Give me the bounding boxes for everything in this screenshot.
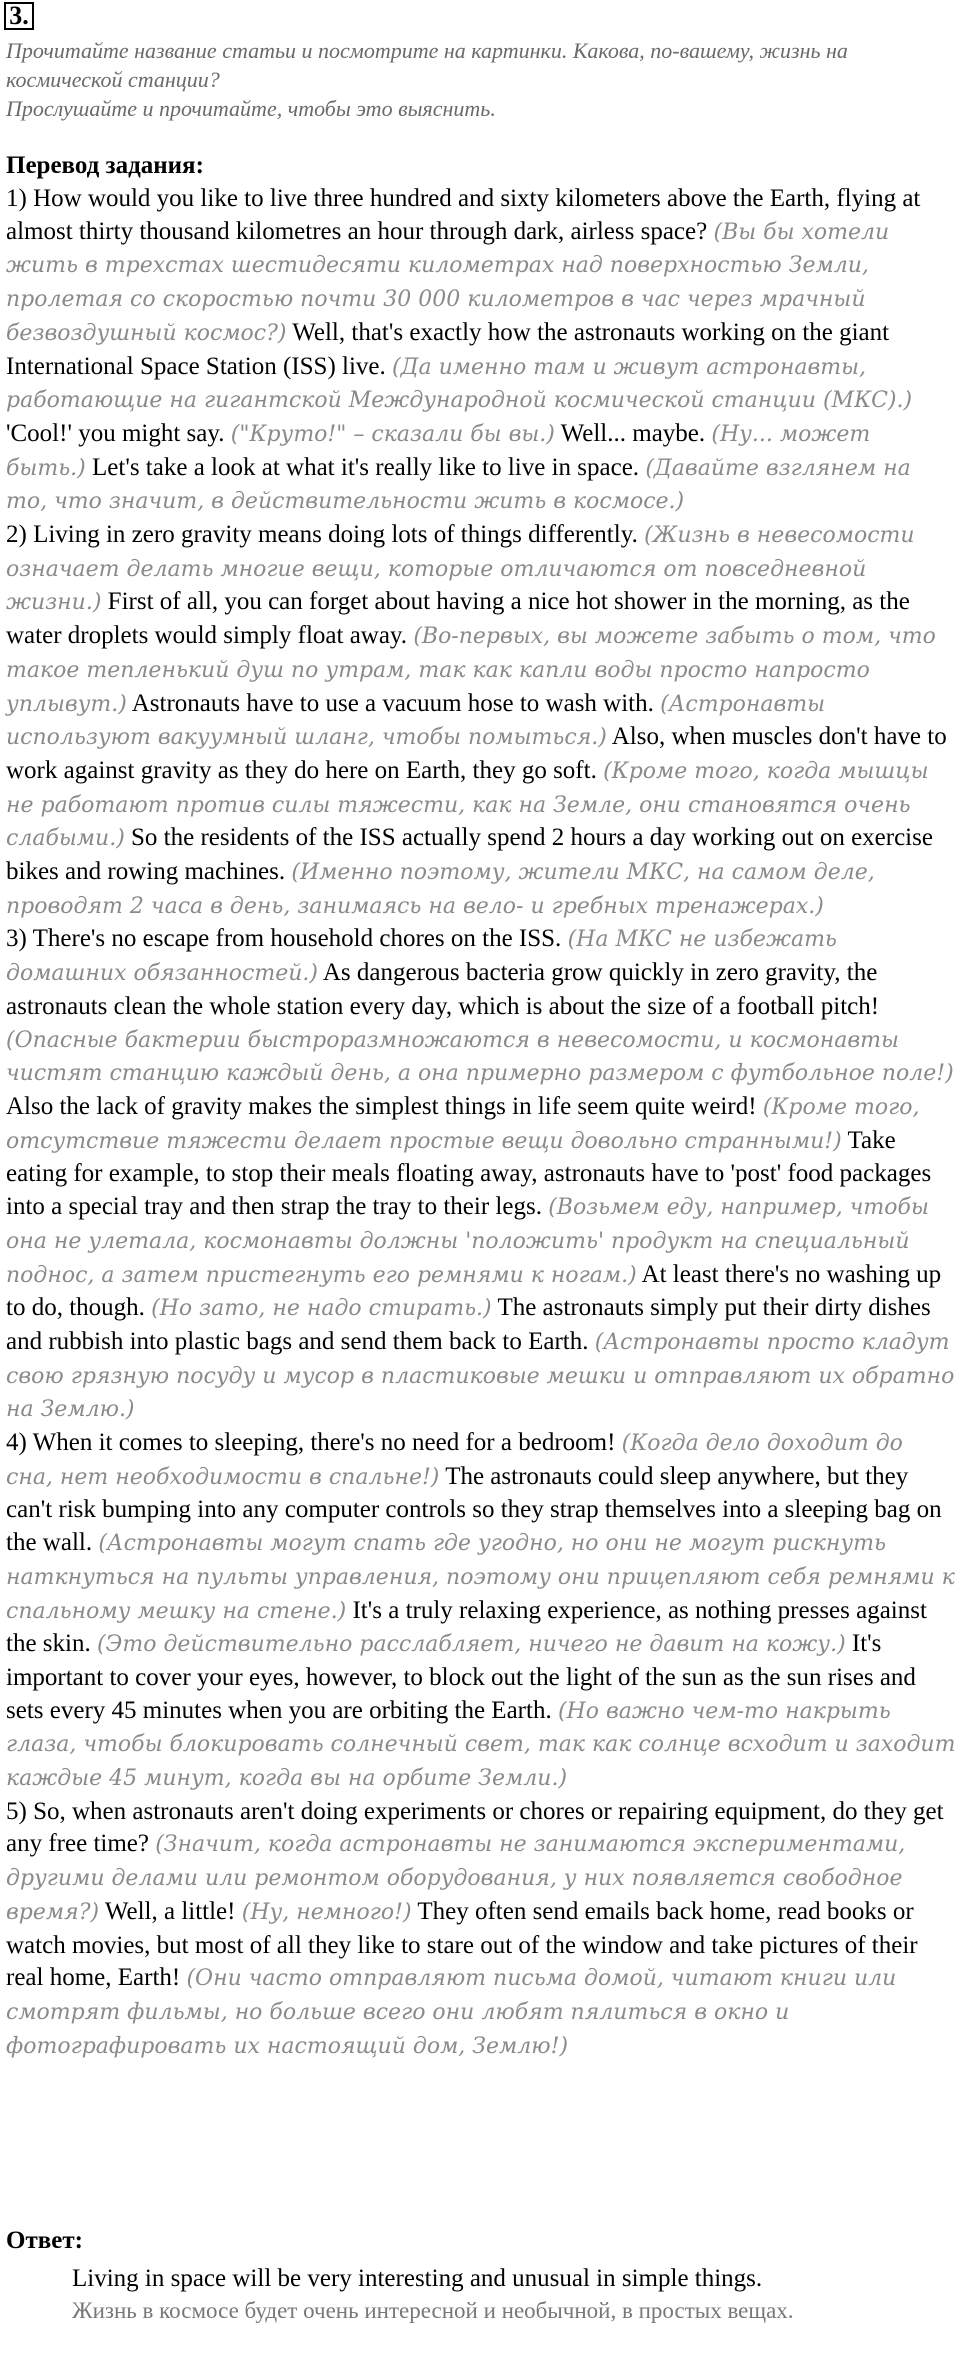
instruction-line: Прослушайте и прочитайте, чтобы это выяснить. — [6, 96, 496, 121]
paragraph-4 — [6, 1427, 956, 1796]
english-text: The astronauts simply put their dirty dishes and rubbish into plastic bags and send them back to Earth. — [6, 1294, 931, 1355]
russian-translation: (Значит, когда астронавты не занимаются экспериментами, другими делами или ремонтом оборудования, у них появляется свободное время?) — [6, 1832, 906, 1925]
english-text: 3) There's no escape from household chores on the ISS. — [6, 925, 568, 953]
english-text: At least there's no washing up to do, though. — [6, 1260, 942, 1322]
paragraph-2 — [6, 519, 956, 923]
paragraph-5 — [6, 1796, 956, 2064]
russian-translation: (Да именно там и живут астронавты, работающие на гигантской Международной космической станции (МКС).) — [6, 354, 913, 414]
russian-translation: (Астронавты используют вакуумный шланг, чтобы помыться.) — [6, 691, 826, 751]
english-text: It's important to cover your eyes, however, to block out the light of the sun as the sun rises and sets every 45 minutes when you are orbiting the Earth. — [6, 1630, 916, 1724]
answer-heading: Ответ: — [6, 2227, 83, 2254]
answer-block — [72, 2262, 952, 2325]
task-number-box: 3. — [4, 2, 34, 30]
translation-text — [6, 183, 956, 2063]
russian-translation: (Ну... может быть.) — [6, 421, 871, 481]
english-text: Well, that's exactly how the astronauts working on the giant International Space Station (ISS) live. — [6, 318, 890, 380]
russian-translation: (Кроме того, когда мышцы не работают против силы тяжести, как на Земле, они становятся очень слабыми.) — [6, 758, 929, 852]
russian-translation: (Они часто отправляют письма домой, читают книги или смотрят фильмы, но больше всего они любят пялиться в окно и фотографировать их настоящий дом, Землю!) — [6, 1966, 897, 2059]
russian-translation: (Но зато, не надо стирать.) — [151, 1296, 492, 1322]
english-text: So the residents of the ISS actually spend 2 hours a day working out on exercise bikes and rowing machines. — [6, 824, 933, 886]
russian-translation: (Во-первых, вы можете забыть о том, что такое тепленький душ по утрам, так как капли воды просто напросто уплывут.) — [6, 624, 936, 717]
english-text: Also, when muscles don't have to work against gravity as they do here on Earth, they go soft. — [6, 723, 947, 784]
english-text: Astronauts have to use a vacuum hose to wash with. — [126, 689, 661, 717]
english-text: First of all, you can forget about having a nice hot shower in the morning, as the water droplets would simply float away. — [6, 588, 910, 650]
english-text: 5) So, when astronauts aren't doing experiments or chores or repairing equipment, do they get any free time? — [6, 1797, 944, 1858]
russian-translation: (На МКС не избежать домашних обязанностей.) — [6, 927, 837, 987]
russian-translation: (Возьмем еду, например, чтобы она не улетала, космонавты должны 'положить' продукт на специальный поднос, а затем пристегнуть его ремнями к ногам.) — [6, 1195, 929, 1288]
russian-translation: ("Круто!" – сказали бы вы.) — [230, 421, 555, 447]
russian-translation: (Когда дело доходит до сна, нет необходимости в спальне!) — [6, 1431, 903, 1490]
russian-translation: (Астронавты просто кладут свою грязную посуду и мусор в пластиковые мешки и отправляют их обратно на Землю.) — [6, 1329, 955, 1423]
english-text: They often send emails back home, read books or watch movies, but most of all they like to stare out of the window and take pictures of their real home, Earth! — [6, 1897, 918, 1992]
english-text: 1) How would you like to live three hundred and sixty kilometers above the Earth, flying at almost thirty thousand kilometres an hour through dark, airless space? — [6, 185, 921, 245]
english-text: 2) Living in zero gravity means doing lots of things differently. — [6, 521, 645, 549]
russian-translation: (Опасные бактерии быстроразмножаются в невесомости, и космонавты чистят станцию каждый день, а она примерно размером с футбольное поле!) — [6, 1027, 954, 1087]
russian-translation: (Кроме того, отсутствие тяжести делает простые вещи довольно странными!) — [6, 1094, 920, 1154]
translation-heading: Перевод задания: — [6, 152, 204, 179]
english-text: Take eating for example, to stop their meals floating away, astronauts have to 'post' food packages into a special tray and then strap the tray to their legs. — [6, 1126, 932, 1221]
english-text: It's a truly relaxing experience, as nothing presses against the skin. — [6, 1596, 927, 1658]
english-text: Well... maybe. — [554, 419, 712, 447]
english-text: Let's take a look at what it's really like to live in space. — [85, 453, 646, 481]
paragraph-3 — [6, 923, 956, 1427]
instruction-line: Прочитайте название статьи и посмотрите на картинки. Какова, по-вашему, жизнь на космической станции? — [6, 38, 848, 92]
russian-translation: (Астронавты могут спать где угодно, но они не могут рискнуть наткнуться на пульты управления, поэтому они прицепляют себя ремнями к спальному мешку на стене.) — [6, 1531, 955, 1624]
russian-translation: (Это действительно расслабляет, ничего не давит на кожу.) — [96, 1632, 846, 1658]
russian-translation: (Ну, немного!) — [241, 1899, 412, 1925]
english-text: The astronauts could sleep anywhere, but they can't risk bumping into any computer controls so they strap themselves into a sleeping bag on the wall. — [6, 1462, 942, 1557]
answer-english: Living in space will be very interesting and unusual in simple things. — [72, 2265, 763, 2292]
english-text: Also the lack of gravity makes the simplest things in life seem quite weird! — [6, 1092, 763, 1120]
english-text: Well, a little! — [99, 1897, 242, 1925]
english-text: As dangerous bacteria grow quickly in zero gravity, the astronauts clean the whole station every day, which is about the size of a football pitch! — [6, 959, 880, 1020]
russian-translation: (Вы бы хотели жить в трехстах шестидесяти километрах над поверхностью Земли, пролетая со скоростью почти 30 000 километров в час через мрачный безвоздушный космос?) — [6, 219, 890, 346]
russian-translation: (Но важно чем-то накрыть глаза, чтобы блокировать солнечный свет, так как солнце всходит и заходит каждые 45 минут, когда вы на орбите Земли.) — [6, 1698, 956, 1792]
task-instructions — [6, 36, 956, 123]
paragraph-1 — [6, 183, 956, 519]
answer-russian: Жизнь в космосе будет очень интересной и необычной, в простых вещах. — [72, 2298, 794, 2323]
english-text: 4) When it comes to sleeping, there's no need for a bedroom! — [6, 1429, 622, 1457]
russian-translation: (Жизнь в невесомости означает делать многие вещи, которые отличаются от повседневной жизни.) — [6, 523, 915, 616]
russian-translation: (Давайте взглянем на то, что значит, в действительности жить в космосе.) — [6, 455, 911, 515]
english-text: 'Cool!' you might say. — [6, 419, 231, 447]
russian-translation: (Именно поэтому, жители МКС, на самом деле, проводят 2 часа в день, занимаясь на вело- и гребных тренажерах.) — [6, 860, 875, 919]
